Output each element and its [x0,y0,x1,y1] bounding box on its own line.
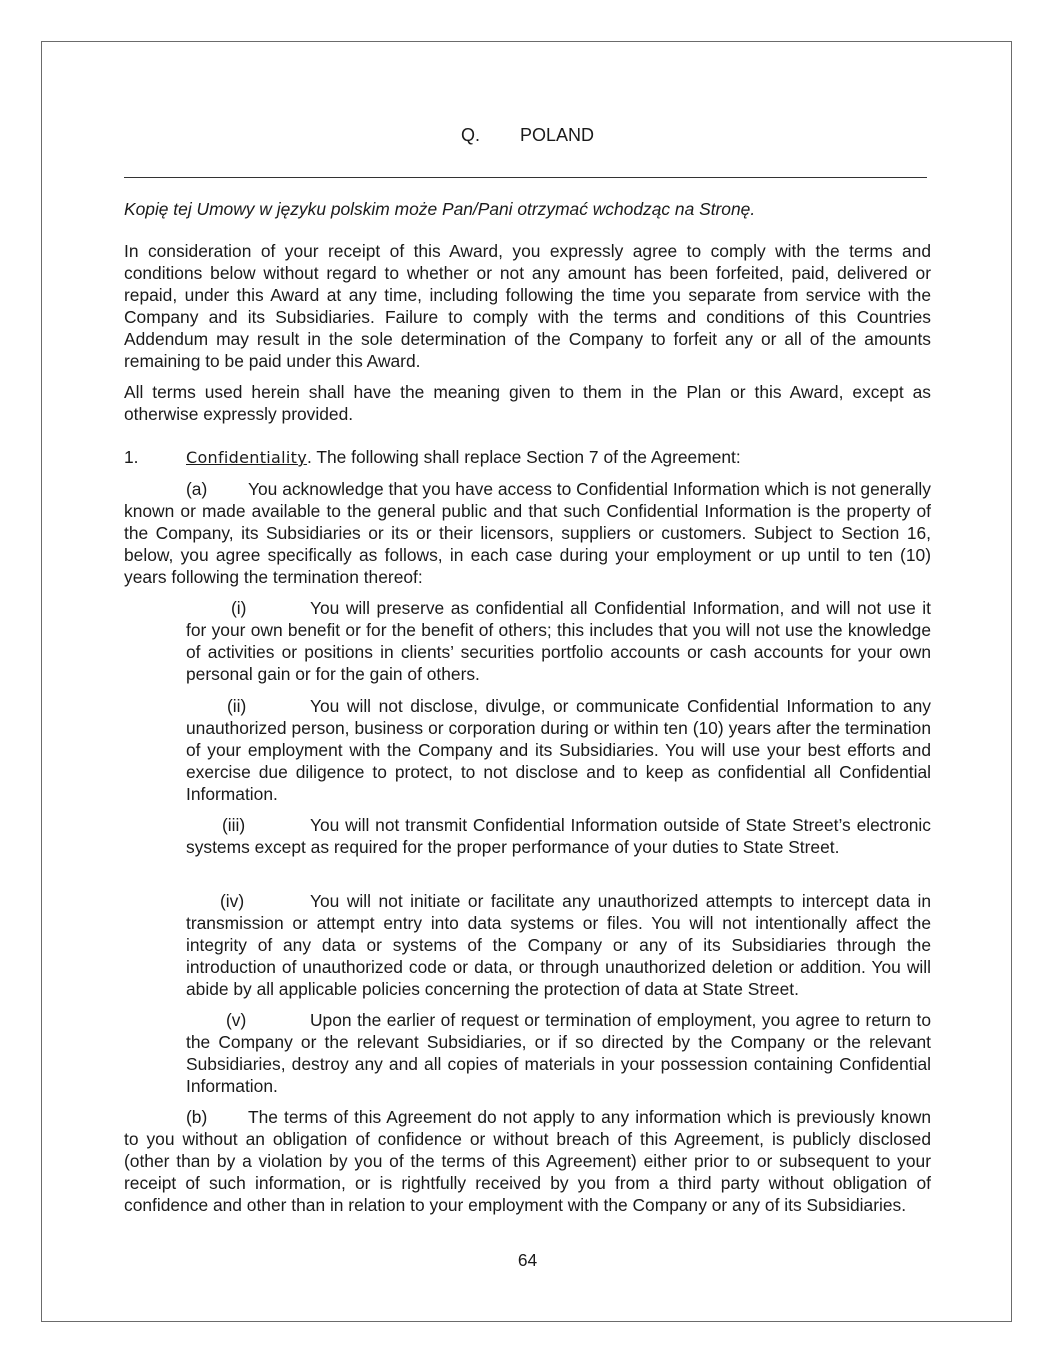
paragraph-a [124,479,931,589]
paragraph-b-label: (b) [186,1107,208,1127]
section-1-number: 1. [124,447,139,467]
paragraph-a-label: (a) [186,479,208,499]
section-heading [0,125,1055,146]
item-iii-label: (iii) [222,815,246,835]
section-1-heading [124,447,931,469]
section-1-title: Confidentiality [186,448,307,467]
item-v-label: (v) [226,1010,247,1030]
item-v-text: Upon the earlier of request or termination of employment, you agree to return to the Company or the relevant Subsidiaries, or if so directed by the Company or the relevant Subsidiaries, destroy any and all copies of materials in your possession containing Confidential Information. [186,1010,931,1096]
item-iv [186,891,931,1001]
heading-divider [124,177,927,178]
heading-title: POLAND [519,125,595,145]
paragraph-b [124,1107,931,1217]
paragraph-a-text: You acknowledge that you have access to Confidential Information which is not generally known or made available to the general public and that such Confidential Information is the property of the Company, its Subsidiaries or its or their licensors, suppliers or customers. Subject to Section 16, below, you agree specifically as follows, in each case during your employment or up until to ten (10) years following the termination thereof: [124,479,931,587]
item-iv-text: You will not initiate or facilitate any unauthorized attempts to intercept data in transmission or attempt entry into data systems or files. You will not intentionally affect the integrity of any data or systems of the Company or any of its Subsidiaries through the introduction of unauthorized code or data, or through unauthorized deletion or addition. You will abide by all applicable policies concerning the protection of data at State Street. [186,891,931,999]
heading-number: Q. [460,125,480,145]
item-i-text: You will preserve as confidential all Confidential Information, and will not use it for your own benefit or for the benefit of others; this includes that you will not use the knowledge of activities or positions in clients’ securities portfolio accounts or cash accounts for your own personal gain or for the gain of others. [186,598,931,684]
item-iii-text: You will not transmit Confidential Information outside of State Street’s electronic systems except as required for the proper performance of your duties to State Street. [186,815,931,857]
item-i-label: (i) [231,598,247,618]
item-ii-label: (ii) [227,696,247,716]
intro-paragraph-1: In consideration of your receipt of this Award, you expressly agree to comply with the terms and conditions below without regard to whether or not any amount has been forfeited, paid, delivered or repaid, under this Award at any time, including following the time you separate from service with the Company and its Subsidiaries. Failure to comply with the terms and conditions of this Countries Addendum may result in the sole determination of the Company to forfeit any or all of the amounts remaining to be paid under this Award. [124,241,931,371]
page-number: 64 [517,1250,538,1270]
item-iv-label: (iv) [220,891,245,911]
item-ii [186,696,931,806]
intro-paragraph-2: All terms used herein shall have the meaning given to them in the Plan or this Award, except as otherwise expressly provided. [124,382,931,424]
item-iii [186,815,931,859]
item-ii-text: You will not disclose, divulge, or communicate Confidential Information to any unauthorized person, business or corporation during or within ten (10) years after the termination of your employment with the Company and its Subsidiaries. You will use your best efforts and exercise due diligence to protect, to not disclose and to keep as confidential all Confidential Information. [186,696,931,804]
polish-note: Kopię tej Umowy w języku polskim może Pan/Pani otrzymać wchodząc na Stronę. [124,199,756,219]
item-v [186,1010,931,1098]
section-1-lead: . The following shall replace Section 7 of the Agreement: [306,447,741,467]
paragraph-b-text: The terms of this Agreement do not apply to any information which is previously known to you without an obligation of confidence or without breach of this Agreement, is publicly disclosed (other than by a violation by you of the terms of this Agreement) either prior to or subsequent to your receipt of such information, or is rightfully received by you from a third party without obligation of confidence and other than in relation to your employment with the Company or any of its Subsidiaries. [124,1107,931,1215]
item-i [186,598,931,686]
